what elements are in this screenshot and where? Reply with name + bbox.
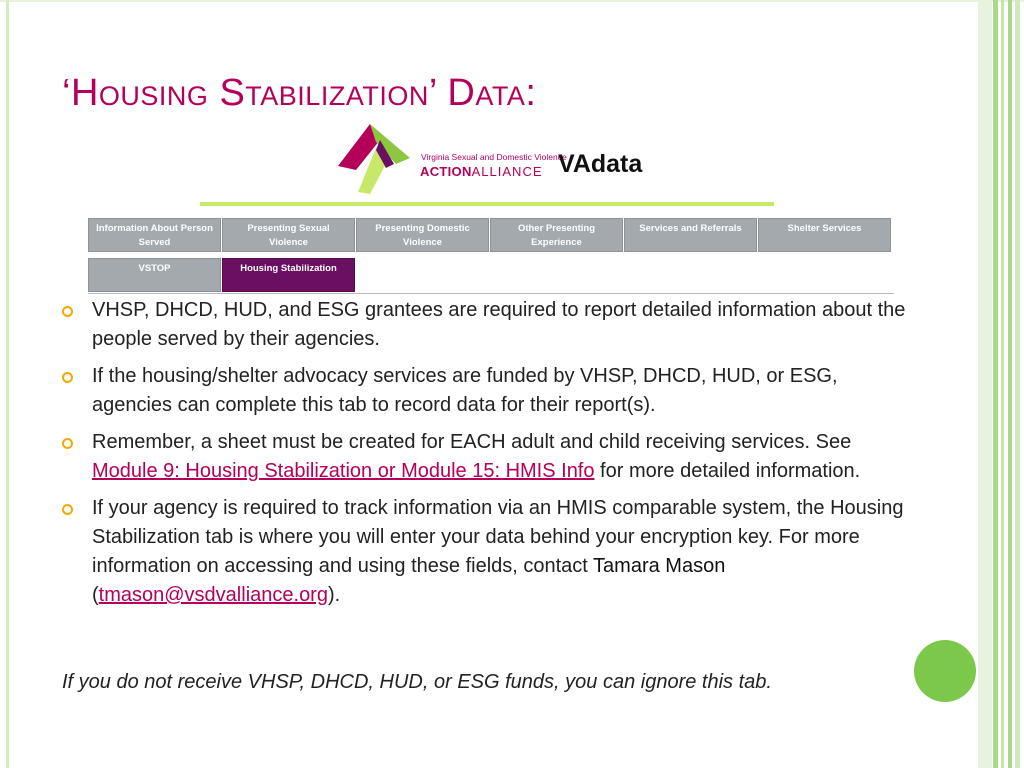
- frame-stripe: [1015, 0, 1020, 768]
- frame-right-band: [978, 0, 992, 768]
- bullet-item: [62, 296, 922, 354]
- logo-mark-icon: [336, 120, 418, 196]
- bullet-item: [62, 494, 922, 610]
- logo-brand-name: [420, 164, 543, 179]
- bullet-text: VHSP, DHCD, HUD, and ESG grantees are required to report detailed information about the people served by their agencies.: [92, 299, 906, 350]
- slide-title: ‘Housing Stabilization’ Data:: [62, 72, 537, 114]
- bullet-circle-icon: [62, 438, 73, 449]
- frame-left-border: [6, 0, 9, 768]
- frame-stripe: [993, 0, 998, 768]
- tab-label: Services and Referrals: [639, 223, 742, 234]
- bullet-circle-icon: [62, 306, 73, 317]
- logo-brand-part2: ALLIANCE: [471, 164, 543, 179]
- bullet-text: ).: [327, 584, 341, 606]
- bullet-text: If the housing/shelter advocacy services are funded by VHSP, DHCD, HUD, or ESG, agencies can complete this tab to record data for their report(s).: [92, 365, 838, 416]
- logo-product-name: VAdata: [558, 150, 643, 178]
- bullet-circle-icon: [62, 372, 73, 383]
- tab-presenting-sexual-violence[interactable]: [222, 218, 355, 252]
- module-link[interactable]: Module 9: Housing Stabilization or Module 15: HMIS Info: [92, 460, 595, 482]
- bullet-text: Remember, a sheet must be created for EACH adult and child receiving services. See: [92, 431, 852, 453]
- tab-label: Experience: [531, 237, 582, 248]
- tab-label: Housing Stabilization: [240, 263, 337, 274]
- bullet-text: (: [92, 584, 99, 606]
- tab-label: Violence: [269, 237, 308, 248]
- bullet-item: [62, 362, 922, 420]
- tab-information-about-person-served[interactable]: [88, 218, 221, 252]
- decorative-circle: [914, 640, 976, 702]
- bullet-text: for more detailed information.: [594, 460, 861, 482]
- tab-services-and-referrals[interactable]: [624, 218, 757, 252]
- tab-label: Shelter Services: [787, 223, 862, 234]
- tab-other-presenting-experience[interactable]: [490, 218, 623, 252]
- tab-shelter-services[interactable]: [758, 218, 891, 252]
- tab-label: Served: [138, 237, 171, 248]
- action-alliance-logo: [336, 120, 643, 196]
- tab-bar: [88, 218, 894, 294]
- bullet-item: [62, 428, 922, 486]
- bullet-text: If your agency is required to track information via an HMIS comparable system, the Housing Stabilization tab is where you will enter your data behind your encryption key. For more information on accessing and using these fields, contact: [92, 497, 904, 577]
- tab-vstop[interactable]: [88, 258, 221, 292]
- logo-brand-part1: ACTION: [420, 164, 472, 179]
- contact-name: Tamara Mason: [593, 555, 726, 577]
- footnote: If you do not receive VHSP, DHCD, HUD, or ESG funds, you can ignore this tab.: [62, 671, 772, 693]
- bullet-circle-icon: [62, 504, 73, 515]
- logo-divider: [200, 202, 774, 206]
- tab-label: Information About Person: [96, 223, 213, 234]
- tab-label: Other Presenting: [517, 223, 596, 234]
- frame-stripe: [1001, 0, 1004, 768]
- frame-stripe: [1008, 0, 1012, 768]
- bullet-list: [62, 296, 922, 618]
- tab-bar-baseline: [88, 293, 894, 294]
- tab-label: Presenting Sexual: [247, 223, 330, 234]
- tab-presenting-domestic-violence[interactable]: [356, 218, 489, 252]
- logo-subtitle: Virginia Sexual and Domestic Violence: [421, 152, 567, 162]
- frame-top-border: [0, 0, 1024, 2]
- tab-label: Violence: [403, 237, 442, 248]
- tab-label: Presenting Domestic: [375, 223, 470, 234]
- contact-email-link[interactable]: tmason@vsdvalliance.org: [98, 584, 328, 606]
- tab-label: VSTOP: [138, 263, 171, 274]
- tab-housing-stabilization[interactable]: [222, 258, 355, 292]
